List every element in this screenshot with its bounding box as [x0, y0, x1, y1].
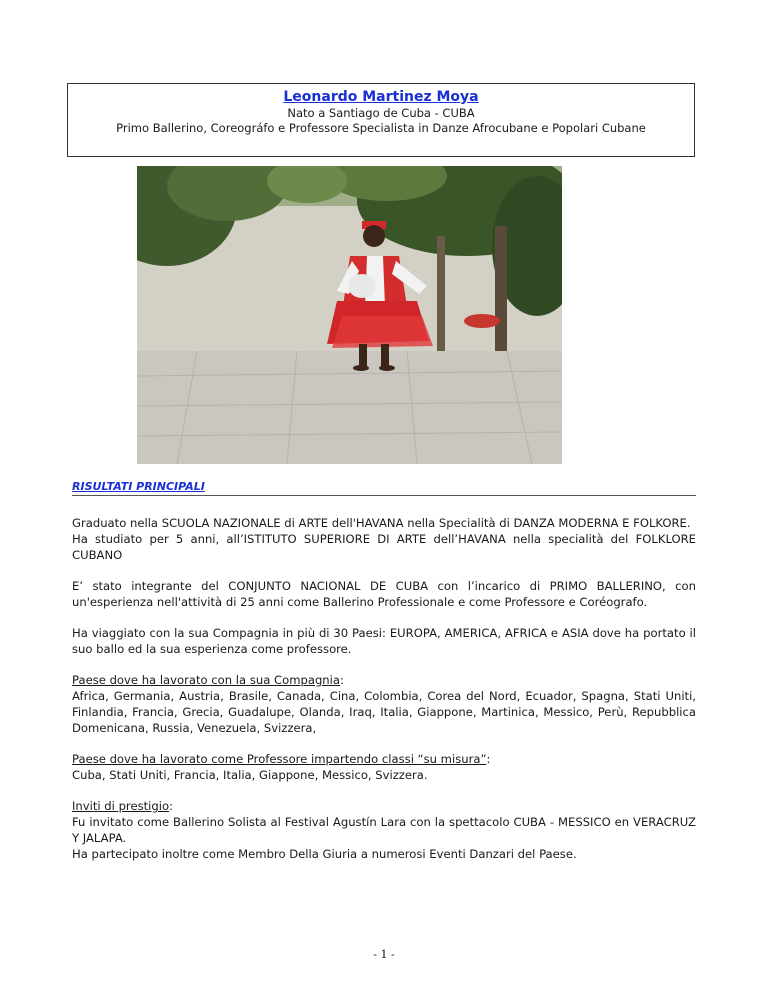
career-paragraph: E’ stato integrante del CONJUNTO NACIONAL DE CUBA con l’incarico di PRIMO BALLERINO, con un'esperienza nell'attività di 25 anni come Ballerino Professionale e come Professore e Coréografo.: [72, 579, 696, 609]
birthplace-line: Nato a Santiago de Cuba - CUBA: [287, 106, 475, 120]
company-countries-paragraph: Paese dove ha lavorato con la sua Compagnia: Africa, Germania, Austria, Brasile, Canada, Cina, Colombia, Corea del Nord, Ecuador, Spagna, Stati Uniti, Finlandia, Francia, Grecia, Guadalupe, Olanda, Iraq, Italia, Giappone, Martinica, Messico, Perù, Repubblica Domenicana, Russia, Venezuela, Svizzera,: [72, 673, 696, 735]
person-name: Leonardo Martinez Moya: [283, 89, 479, 105]
education-paragraph: [72, 515, 696, 563]
invitations-label: Inviti di prestigio: [72, 799, 170, 813]
invitations-line-1: Fu invitato come Ballerino Solista al Festival Agustín Lara con la spettacolo CUBA - MESSICO en VERACRUZ Y JALAPA.: [72, 815, 696, 845]
company-countries-list: Africa, Germania, Austria, Brasile, Canada, Cina, Colombia, Corea del Nord, Ecuador, Spagna, Stati Uniti, Finlandia, Francia, Grecia, Guadalupe, Olanda, Iraq, Italia, Giappone, Martinica, Messico, Perù, Repubblica Domenicana, Russia, Venezuela, Svizzera,: [72, 689, 696, 735]
dancer-photo: [137, 166, 562, 464]
teaching-countries-list: Cuba, Stati Uniti, Francia, Italia, Giappone, Messico, Svizzera.: [72, 768, 428, 782]
header-box: [67, 83, 695, 157]
invitations-line-2: Ha partecipato inoltre come Membro Della Giuria a numerosi Eventi Danzari del Paese.: [72, 847, 577, 861]
education-line-2: Ha studiato per 5 anni, all’ISTITUTO SUPERIORE DI ARTE dell’HAVANA nella specialità del FOLKLORE CUBANO: [72, 532, 696, 562]
invitations-paragraph: Inviti di prestigio: Fu invitato come Ballerino Solista al Festival Agustín Lara con la spettacolo CUBA - MESSICO en VERACRUZ Y JALAPA. Ha partecipato inoltre come Membro Della Giuria a numerosi Eventi Danzari del Paese.: [72, 799, 696, 861]
body-text: [72, 515, 696, 877]
page-number: - 1 -: [373, 948, 395, 961]
teaching-countries-label: Paese dove ha lavorato come Professore impartendo classi “su misura”: [72, 752, 487, 766]
section-title: RISULTATI PRINCIPALI: [72, 480, 696, 496]
role-line: Primo Ballerino, Coreográfo e Professore Specialista in Danze Afrocubane e Popolari Cubane: [116, 121, 646, 135]
teaching-countries-paragraph: Paese dove ha lavorato come Professore impartendo classi “su misura”: Cuba, Stati Uniti, Francia, Italia, Giappone, Messico, Svizzera.: [72, 752, 491, 782]
education-line-1: Graduato nella SCUOLA NAZIONALE di ARTE dell'HAVANA nella Specialità di DANZA MODERNA E FOLKORE.: [72, 516, 691, 530]
company-countries-label: Paese dove ha lavorato con la sua Compagnia: [72, 673, 340, 687]
travel-paragraph: Ha viaggiato con la sua Compagnia in più di 30 Paesi: EUROPA, AMERICA, AFRICA e ASIA dove ha portato il suo ballo ed la sua esperienza come professore.: [72, 626, 696, 656]
